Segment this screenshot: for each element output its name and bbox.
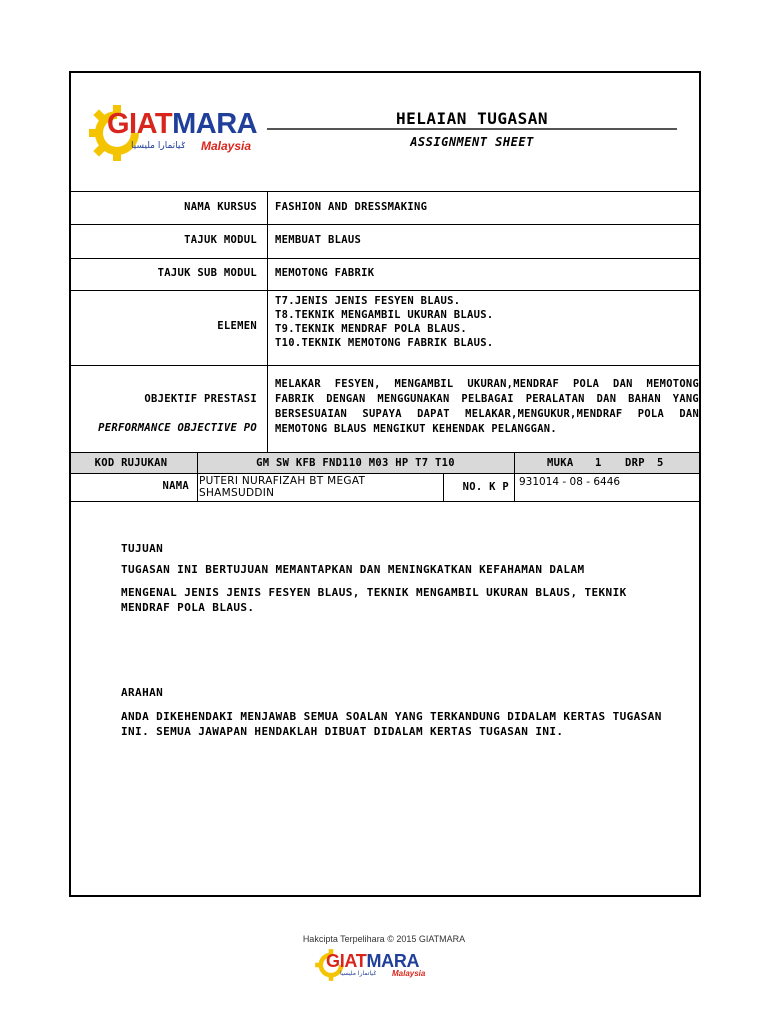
objektif-label: OBJEKTIF PRESTASI [144,393,257,405]
tujuan-text: MENGENAL JENIS JENIS FESYEN BLAUS, TEKNIK MENGAMBIL UKURAN BLAUS, TEKNIK MENDRAF POLA BLAUS. [121,586,627,614]
nama-value: PUTERI NURAFIZAH BT MEGAT SHAMSUDDIN [199,475,366,499]
kp-label: NO. K P [462,481,509,493]
muka-value: 1 [595,457,602,469]
elemen-item: T7.JENIS JENIS FESYEN BLAUS. [275,295,461,307]
tujuan-text-line1: TUGASAN INI BERTUJUAN MEMANTAPKAN DAN MENINGKATKAN KEFAHAMAN DALAM [121,563,585,576]
arahan-heading: ARAHAN [121,686,164,699]
logo-country: Malaysia [201,139,252,153]
logo-giat: GIAT [326,951,367,971]
nama-kursus-value: FASHION AND DRESSMAKING [275,201,428,213]
elemen-list [275,294,494,350]
footer-logo [314,946,444,986]
column-divider [197,473,198,501]
arahan-text: ANDA DIKEHENDAKI MENJAWAB SEMUA SOALAN YANG TERKANDUNG DIDALAM KERTAS TUGASAN INI. SEMUA JAWAPAN HENDAKLAH DIBUAT DIDALAM KERTAS TUGASAN INI. [121,710,662,738]
divider [71,224,699,225]
drp-value: 5 [657,457,664,469]
column-divider [514,473,515,501]
drp-label: DRP [625,457,645,469]
logo-giat: GIAT [107,108,173,140]
divider [71,258,699,259]
nama-label: NAMA [162,480,189,492]
elemen-item: T9.TEKNIK MENDRAF POLA BLAUS. [275,323,468,335]
divider [71,501,699,502]
logo-jawi: ݢياتمارا مليسيا [340,970,377,977]
kp-value: 931014 - 08 - 6446 [519,476,621,488]
divider [71,365,699,366]
giatmara-logo [87,95,267,165]
nama-kursus-label: NAMA KURSUS [184,201,257,213]
performance-objective-label: PERFORMANCE OBJECTIVE PO [98,422,257,434]
divider [71,191,699,192]
logo-mara: MARA [172,108,258,140]
page-title: HELAIAN TUGASAN [396,109,548,128]
logo-jawi: ݢياتمارا مليسيا [131,141,186,151]
tajuk-modul-value: MEMBUAT BLAUS [275,234,362,246]
logo-country: Malaysia [392,969,426,978]
tajuk-modul-label: TAJUK MODUL [184,234,257,246]
tujuan-heading: TUJUAN [121,542,164,555]
assignment-sheet [69,71,701,897]
logo-mara: MARA [366,951,420,971]
kod-rujukan-value: GM SW KFB FND110 M03 HP T7 T10 [256,457,455,469]
muka-label: MUKA [547,457,574,469]
elemen-item: T10.TEKNIK MEMOTONG FABRIK BLAUS. [275,337,494,349]
divider [71,290,699,291]
elemen-label: ELEMEN [217,320,257,332]
page-subtitle: ASSIGNMENT SHEET [410,135,534,149]
tajuk-sub-modul-value: MEMOTONG FABRIK [275,267,375,279]
column-divider [514,452,515,473]
kod-rujukan-label: KOD RUJUKAN [94,457,168,469]
divider [71,473,699,474]
objektif-value: MELAKAR FESYEN, MENGAMBIL UKURAN,MENDRAF POLA DAN MEMOTONG FABRIK DENGAN MENGGUNAKAN PELBAGAI PERALATAN DAN BAHAN YANG BERSESUAIAN SUPAYA DAPAT MELAKAR,MENGUKUR,MENDRAF POLA DAN MEMOTONG BLAUS MENGIKUT KEHENDAK PELANGGAN. [275,378,699,435]
copyright-text: Hakcipta Terpelihara © 2015 GIATMARA [302,934,466,944]
title-rule [267,128,677,130]
tajuk-sub-modul-label: TAJUK SUB MODUL [157,267,257,279]
elemen-item: T8.TEKNIK MENGAMBIL UKURAN BLAUS. [275,309,494,321]
column-divider [267,191,268,452]
